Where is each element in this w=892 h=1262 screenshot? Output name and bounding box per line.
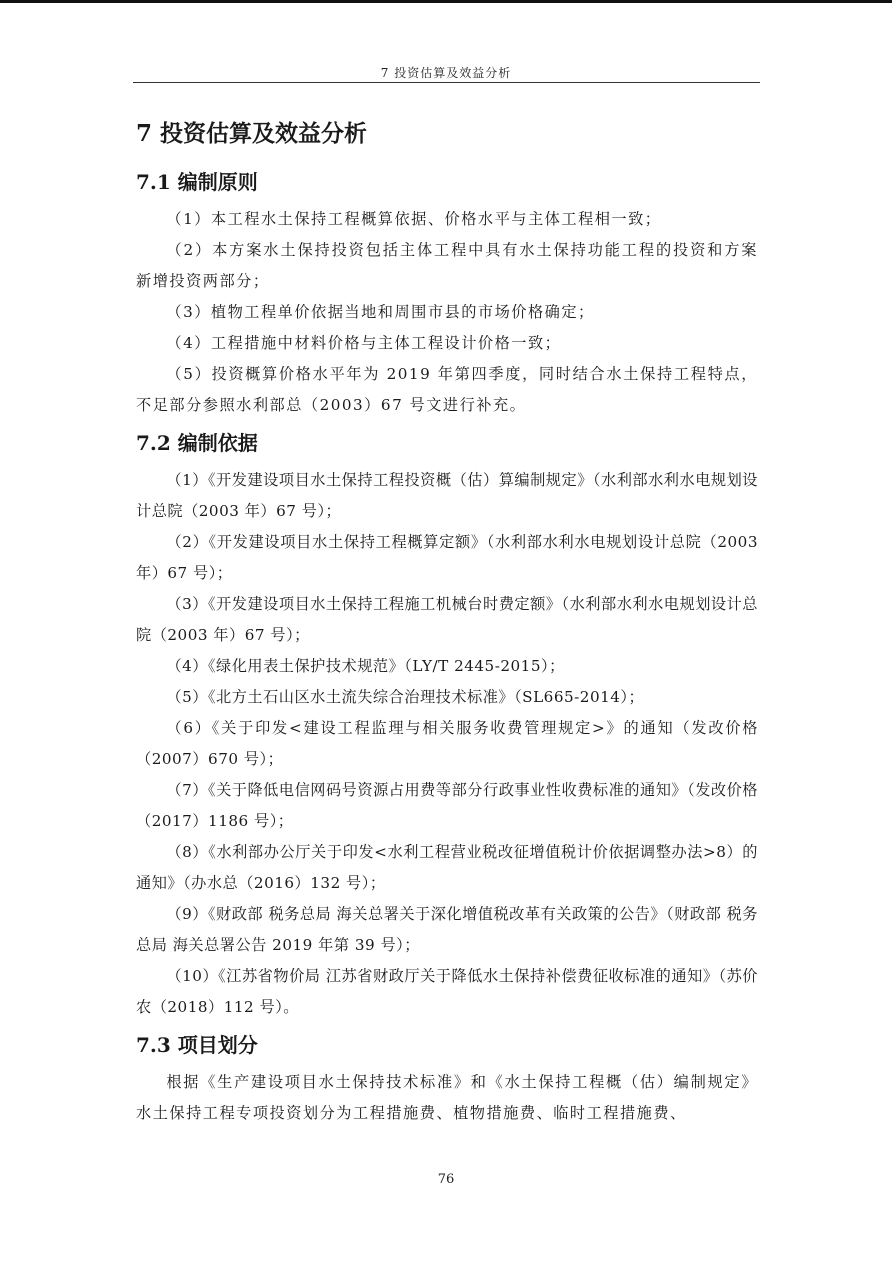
basis-item: （6）《关于印发<建设工程监理与相关服务收费管理规定>》的通知（发改价格（2007）670 号）； xyxy=(136,719,758,768)
chapter-title: 7 投资估算及效益分析 xyxy=(136,120,368,147)
page-number: 76 xyxy=(437,1172,455,1187)
principle-item: （3）植物工程单价依据当地和周围市县的市场价格确定； xyxy=(166,303,595,321)
principle-item: （1）本工程水土保持工程概算依据、价格水平与主体工程相一致； xyxy=(166,210,662,228)
basis-item: （5）《北方土石山区水土流失综合治理技术标准》（SL665-2014）； xyxy=(166,688,645,706)
basis-item: （8）《水利部办公厅关于印发<水利工程营业税改征增值税计价依据调整办法>8）的通知》（办水总（2016）132 号）； xyxy=(136,843,758,892)
basis-item: （1）《开发建设项目水土保持工程投资概（估）算编制规定》（水利部水利水电规划设计总院（2003 年）67 号）； xyxy=(136,471,758,520)
principle-item: （5）投资概算价格水平年为 2019 年第四季度，同时结合水土保持工程特点，不足部分参照水利部总（2003）67 号文进行补充。 xyxy=(136,365,758,414)
principle-item: （2）本方案水土保持投资包括主体工程中具有水土保持功能工程的投资和方案新增投资两部分； xyxy=(136,241,758,290)
top-border-line xyxy=(0,0,892,3)
basis-item: （3）《开发建设项目水土保持工程施工机械台时费定额》（水利部水利水电规划设计总院（2003 年）67 号）； xyxy=(136,595,758,644)
basis-item: （9）《财政部 税务总局 海关总署关于深化增值税改革有关政策的公告》（财政部 税务总局 海关总署公告 2019 年第 39 号）； xyxy=(136,905,758,954)
division-paragraph: 根据《生产建设项目水土保持技术标准》和《水土保持工程概（估）编制规定》水土保持工程专项投资划分为工程措施费、植物措施费、临时工程措施费、 xyxy=(136,1073,758,1122)
section-title-7-1: 7.1 编制原则 xyxy=(136,170,258,194)
running-header: 7 投资估算及效益分析 xyxy=(380,66,512,80)
basis-item: （7）《关于降低电信网码号资源占用费等部分行政事业性收费标准的通知》（发改价格（2017）1186 号）； xyxy=(136,781,758,830)
section-title-7-2: 7.2 编制依据 xyxy=(136,431,258,455)
section-title-7-3: 7.3 项目划分 xyxy=(136,1033,258,1057)
basis-item: （10）《江苏省物价局 江苏省财政厅关于降低水土保持补偿费征收标准的通知》（苏价农（2018）112 号）。 xyxy=(136,967,758,1016)
page-content xyxy=(136,110,758,1129)
header-rule xyxy=(133,82,760,83)
basis-item: （4）《绿化用表土保护技术规范》（LY/T 2445-2015）； xyxy=(166,657,565,675)
principle-item: （4）工程措施中材料价格与主体工程设计价格一致； xyxy=(166,334,562,352)
basis-item: （2）《开发建设项目水土保持工程概算定额》（水利部水利水电规划设计总院（2003 年）67 号）； xyxy=(136,533,758,582)
